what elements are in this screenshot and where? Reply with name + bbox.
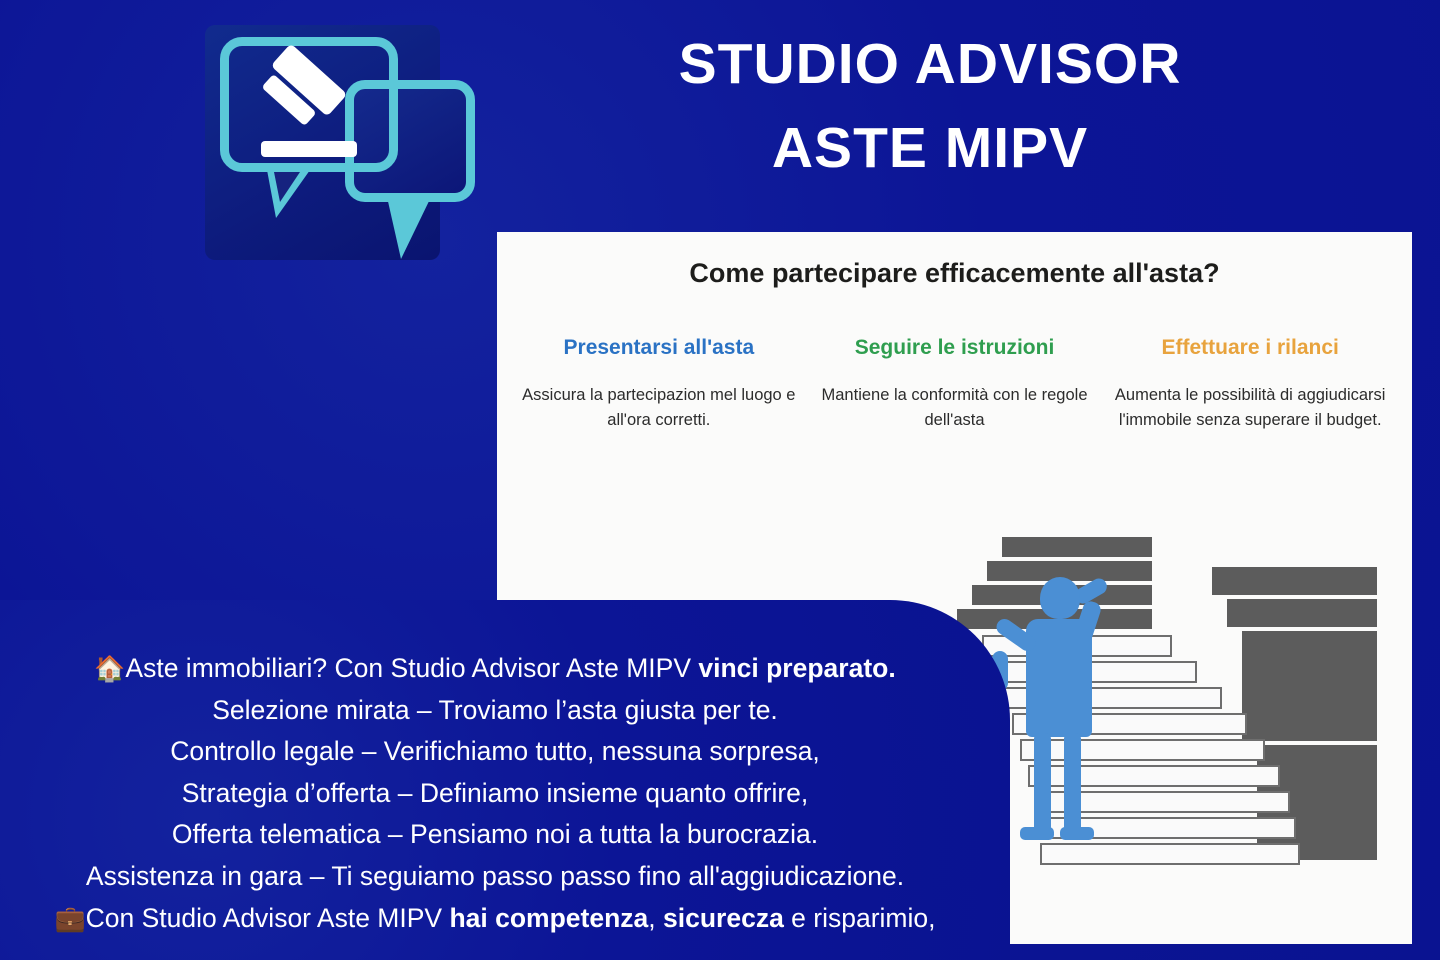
person-left-leg [1034,733,1051,833]
benefit-line-7-tail: e risparimio, [783,902,936,933]
column-heading: Seguire le istruzioni [854,336,1055,359]
card-columns [497,333,1412,432]
speech-bubble-secondary-tail-icon [387,197,431,259]
logo [205,25,480,270]
benefit-line-7-text: Con Studio Advisor Aste MIPV [85,902,450,933]
house-icon: 🏠 [94,655,126,683]
column-body: Assicura la partecipazion mel luogo e all'ora corretti. [522,386,796,429]
person-right-leg [1064,733,1081,833]
column-heading: Effettuare i rilanci [1161,336,1339,359]
page-title-line-2: ASTE MIPV [771,116,1089,181]
column-heading: Presentarsi all'asta [563,336,755,359]
stair-step [1020,739,1265,761]
card-column-istruzioni [807,333,1103,432]
benefit-line-7 [0,898,990,940]
benefit-line-6: Assistenza in gara – Ti seguiamo passo passo fino all'aggiudicazione. [85,860,905,891]
stair-segment [1002,537,1152,557]
page-title [500,22,1360,191]
benefits-text-block [0,648,990,939]
benefit-line-1-text: Aste immobiliari? Con Studio Advisor Aste MIPV [125,653,699,683]
stair-step [1040,843,1300,865]
benefit-line-1 [0,648,990,690]
benefit-line-7-bold-2: sicurecza [663,902,784,933]
stair-segment [1242,631,1377,741]
person-left-foot [1020,827,1054,840]
card-column-rilanci [1102,333,1398,432]
benefit-line-5: Offerta telematica – Pensiamo noi a tutta la burocrazia. [171,819,819,850]
benefit-line-7-sep: , [648,902,663,933]
card-heading: Come partecipare efficacemente all'asta? [689,258,1220,288]
logo-background [205,25,440,260]
column-body: Aumenta le possibilità di aggiudicarsi l'immobile senza superare il budget. [1114,386,1386,429]
card-column-presentarsi [511,333,807,432]
person-torso [1026,619,1092,737]
column-body: Mantiene la conformità con le regole dell'asta [821,386,1088,429]
speech-bubble-main-tail-icon [267,170,310,218]
benefit-line-3: Controllo legale – Verifichiamo tutto, nessuna sorpresa, [170,736,820,767]
stair-segment [1212,567,1377,595]
stair-segment [1227,599,1377,627]
briefcase-icon: 💼 [54,904,86,933]
benefit-line-1-bold: vinci preparato. [698,653,896,683]
person-head [1040,577,1080,619]
benefit-line-7-bold-1: hai competenza [449,902,649,933]
benefit-line-4: Strategia d’offerta – Definiamo insieme quanto offrire, [181,777,809,808]
stair-segment [987,561,1152,581]
page-title-line-1: STUDIO ADVISOR [678,32,1182,96]
benefit-line-2: Selezione mirata – Troviamo l’asta giusta per te. [212,694,778,725]
gavel-base [261,141,357,157]
stair-step [992,661,1197,683]
person-right-foot [1060,827,1094,840]
gavel-icon [245,55,375,165]
